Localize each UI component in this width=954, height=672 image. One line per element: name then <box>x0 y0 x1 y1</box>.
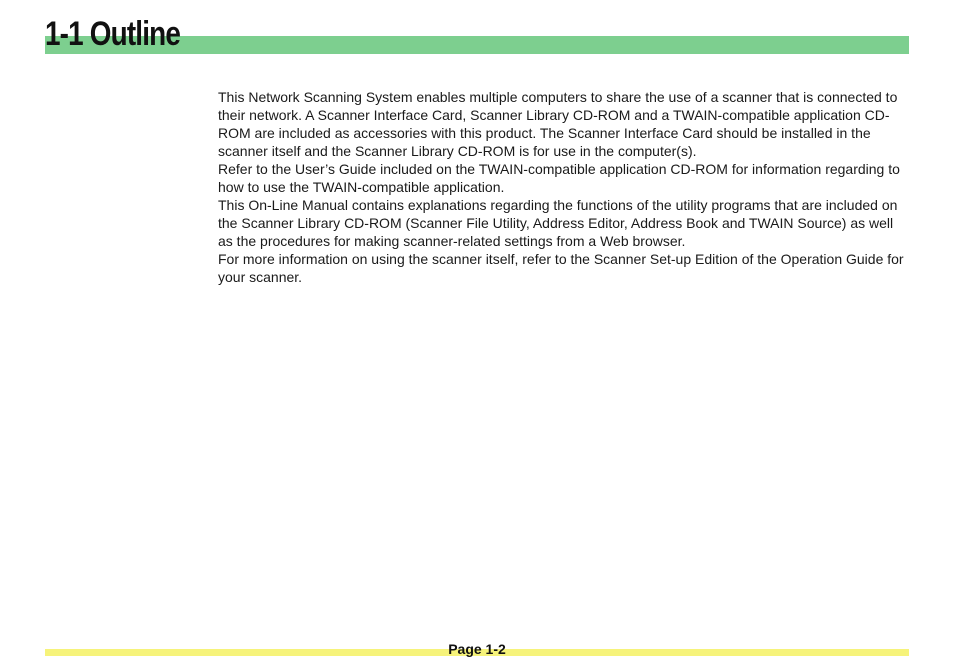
paragraph-more-info: For more information on using the scanner itself, refer to the Scanner Set-up Edition of the Operation Guide for your scanner. <box>218 251 904 285</box>
page-number: Page 1-2 <box>448 641 506 657</box>
body-text <box>218 88 910 286</box>
paragraph-manual-contents: This On-Line Manual contains explanations regarding the functions of the utility programs that are included on the Scanner Library CD-ROM (Scanner File Utility, Address Editor, Address Book and TWAIN Source) as well as the procedures for making scanner-related settings from a Web browser. <box>218 197 898 249</box>
paragraph-users-guide: Refer to the User’s Guide included on the TWAIN-compatible application CD-ROM for information regarding to how to use the TWAIN-compatible application. <box>218 161 900 195</box>
page-title: 1-1 Outline <box>45 15 181 53</box>
paragraph-overview: This Network Scanning System enables multiple computers to share the use of a scanner that is connected to their network. A Scanner Interface Card, Scanner Library CD-ROM and a TWAIN-compatible application CD-ROM are included as accessories with this product. The Scanner Interface Card should be installed in the scanner itself and the Scanner Library CD-ROM is for use in the computer(s). <box>218 89 898 159</box>
